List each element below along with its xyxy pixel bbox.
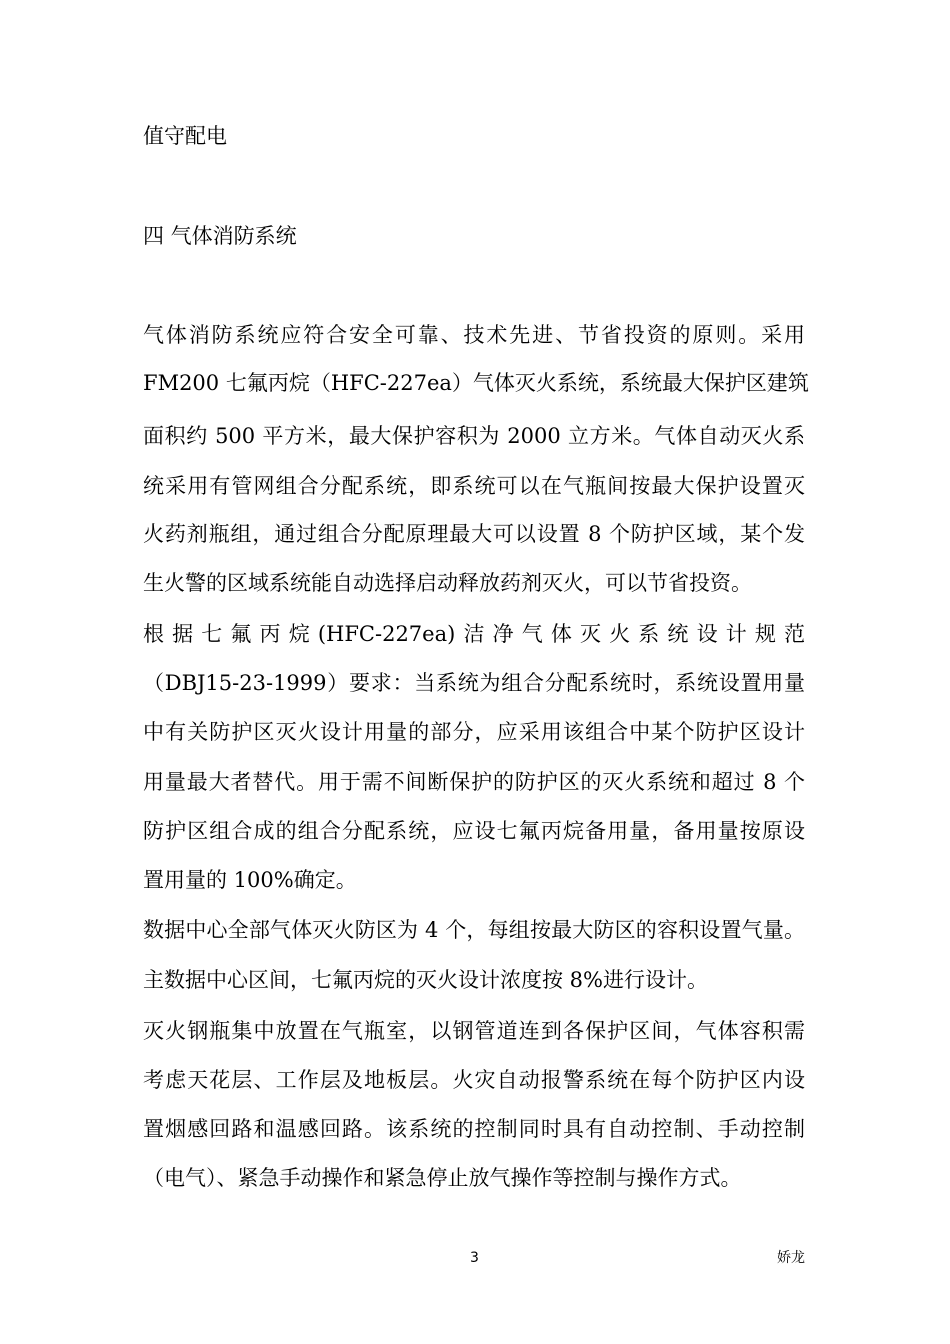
paragraph-line: 生火警的区域系统能自动选择启动释放药剂灭火，可以节省投资。	[143, 571, 752, 595]
paragraph-line: 火药剂瓶组，通过组合分配原理最大可以设置 8 个防护区域，某个发	[143, 522, 805, 546]
paragraph-line: 置烟感回路和温感回路。该系统的控制同时具有自动控制、手动控制	[143, 1117, 805, 1141]
paragraph-line: 根据七氟丙烷(HFC-227ea)洁净气体灭火系统设计规范	[143, 622, 805, 646]
paragraph-line: 面积约 500 平方米，最大保护容积为 2000 立方米。气体自动灭火系	[143, 424, 805, 448]
footer-author: 娇龙	[777, 1250, 805, 1266]
paragraph-line: 用量最大者替代。用于需不间断保护的防护区的灭火系统和超过 8 个	[143, 770, 805, 794]
paragraph-line: 中有关防护区灭火设计用量的部分，应采用该组合中某个防护区设计	[143, 720, 805, 744]
previous-heading: 值守配电	[143, 124, 227, 148]
paragraph-line: （电气）、紧急手动操作和紧急停止放气操作等控制与操作方式。	[143, 1166, 742, 1190]
paragraph-line: 防护区组合成的组合分配系统，应设七氟丙烷备用量，备用量按原设	[143, 819, 805, 843]
paragraph-line: 灭火钢瓶集中放置在气瓶室，以钢管道连到各保护区间，气体容积需	[143, 1019, 805, 1043]
section-title: 四 气体消防系统	[143, 224, 297, 248]
paragraph-line: （DBJ15-23-1999）要求：当系统为组合分配系统时，系统设置用量	[143, 671, 805, 695]
paragraph-line: 统采用有管网组合分配系统，即系统可以在气瓶间按最大保护设置灭	[143, 474, 805, 498]
paragraph-line: 主数据中心区间，七氟丙烷的灭火设计浓度按 8%进行设计。	[143, 968, 708, 992]
paragraph-line: 置用量的 100%确定。	[143, 868, 357, 892]
paragraph-line: 考虑天花层、工作层及地板层。火灾自动报警系统在每个防护区内设	[143, 1068, 805, 1092]
paragraph-line: FM200 七氟丙烷（HFC-227ea）气体灭火系统，系统最大保护区建筑	[143, 371, 809, 395]
page-number: 3	[470, 1250, 479, 1266]
paragraph-line: 气体消防系统应符合安全可靠、技术先进、节省投资的原则。采用	[143, 323, 805, 347]
paragraph-line: 数据中心全部气体灭火防区为 4 个，每组按最大防区的容积设置气量。	[143, 918, 805, 942]
